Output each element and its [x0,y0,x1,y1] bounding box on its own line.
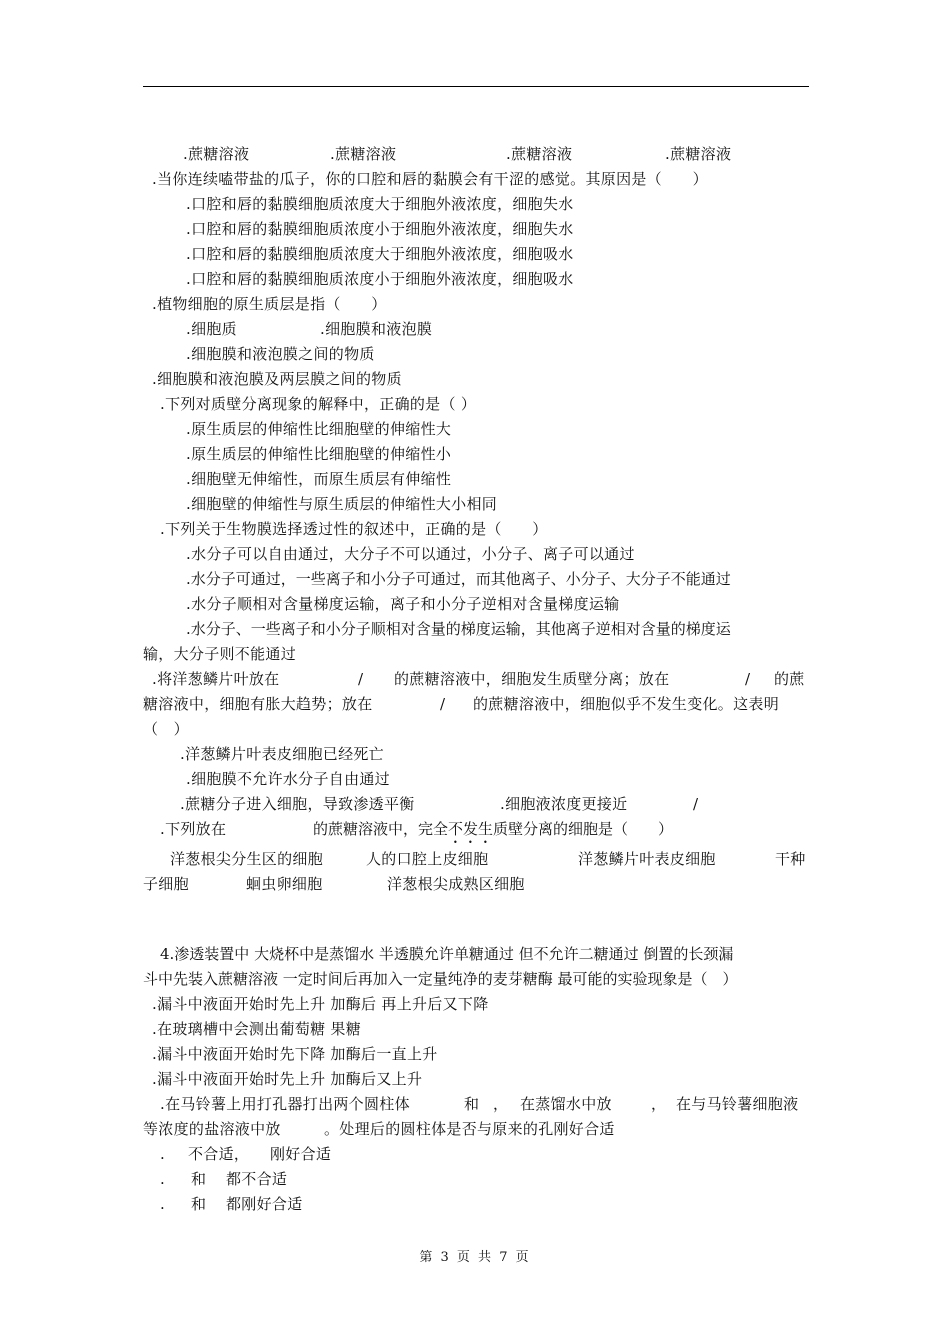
option-text: .漏斗中液面开始时先上升 加酶后又上升 [152,1070,423,1088]
question-stem: 在蒸馏水中放 [520,1095,612,1113]
option-text: 洋葱鳞片叶表皮细胞 [578,850,716,868]
question-stem: .下列放在 [160,820,227,838]
option-text: .细胞壁的伸缩性与原生质层的伸缩性大小相同 [186,495,498,513]
question-stem: .下列对质壁分离现象的解释中，正确的是（ ） [160,395,477,413]
option-text: .细胞膜不允许水分子自由通过 [186,770,390,788]
question-stem: 的蔗 [774,670,805,688]
option-text: 和 [191,1195,207,1213]
option-text: . [160,1170,166,1188]
option-text: 输，大分子则不能通过 [143,645,297,663]
question-stem [313,819,673,847]
option-text: .漏斗中液面开始时先下降 加酶后一直上升 [152,1045,438,1063]
option-text: .蔗糖溶液 [330,145,397,163]
option-text: .水分子、一些离子和小分子顺相对含量的梯度运输，其他离子逆相对含量的梯度运 [186,620,731,638]
question-stem: 在与马铃薯细胞液 [676,1095,799,1113]
option-text: .细胞膜和液泡膜之间的物质 [186,345,375,363]
option-text: .口腔和唇的黏膜细胞质浓度小于细胞外液浓度，细胞吸水 [186,270,574,288]
question-stem: / [745,670,751,688]
question-stem: .在马铃薯上用打孔器打出两个圆柱体 [160,1095,410,1113]
option-text: .原生质层的伸缩性比细胞壁的伸缩性小 [186,445,452,463]
option-text: 不合适， [188,1145,250,1163]
option-text: .口腔和唇的黏膜细胞质浓度大于细胞外液浓度，细胞吸水 [186,245,574,263]
option-text: .原生质层的伸缩性比细胞壁的伸缩性大 [186,420,452,438]
option-text: .水分子可以自由通过，大分子不可以通过，小分子、离子可以通过 [186,545,635,563]
question-stem: / [440,695,446,713]
option-text: 和 [191,1170,207,1188]
option-text: .蔗糖分子进入细胞，导致渗透平衡 [180,795,415,813]
option-text: / [693,795,699,813]
option-text: 都不合适 [226,1170,288,1188]
emphasis-text: 不发生 [448,820,494,838]
option-text: 都刚好合适 [226,1195,303,1213]
question-stem: 4.渗透装置中 大烧杯中是蒸馏水 半透膜允许单糖通过 但不允许二糖通过 倒置的长颈漏 [160,945,734,963]
option-text: .口腔和唇的黏膜细胞质浓度大于细胞外液浓度，细胞失水 [186,195,574,213]
option-text: 洋葱根尖分生区的细胞 [170,850,324,868]
question-stem: 的蔗糖溶液中，细胞似乎不发生变化。这表明 [473,695,780,713]
question-stem: / [358,670,364,688]
stem-text: 的蔗糖溶液中，完全 [313,820,449,838]
option-text: .细胞壁无伸缩性，而原生质层有伸缩性 [186,470,452,488]
option-text: .蔗糖溶液 [183,145,250,163]
option-text: .水分子可通过，一些离子和小分子可通过，而其他离子、小分子、大分子不能通过 [186,570,731,588]
question-stem: 。处理后的圆柱体是否与原来的孔刚好合适 [324,1120,615,1138]
option-text: . [160,1145,166,1163]
question-stem: 等浓度的盐溶液中放 [143,1120,281,1138]
option-text: 干种 [775,850,806,868]
question-stem: （ ） [143,720,189,738]
question-stem: 斗中先装入蔗糖溶液 一定时间后再加入一定量纯净的麦芽糖酶 最可能的实验现象是（ ） [143,970,738,988]
option-text: .细胞膜和液泡膜 [320,320,433,338]
option-text: . [160,1195,166,1213]
question-stem: 糖溶液中，细胞有胀大趋势；放在 [143,695,373,713]
header-rule [143,86,809,87]
option-text: 刚好合适 [270,1145,332,1163]
option-text: .口腔和唇的黏膜细胞质浓度小于细胞外液浓度，细胞失水 [186,220,574,238]
option-text: .细胞膜和液泡膜及两层膜之间的物质 [152,370,402,388]
option-text: 子细胞 [143,875,189,893]
option-text: .蔗糖溶液 [665,145,732,163]
question-stem: .将洋葱鳞片叶放在 [152,670,280,688]
option-text: .在玻璃槽中会测出葡萄糖 果糖 [152,1020,362,1038]
option-text: 蛔虫卵细胞 [246,875,323,893]
question-stem: ， [651,1095,667,1113]
option-text: .水分子顺相对含量梯度运输，离子和小分子逆相对含量梯度运输 [186,595,620,613]
question-stem: ， [493,1095,509,1113]
option-text: .蔗糖溶液 [506,145,573,163]
stem-text: 质壁分离的细胞是（ ） [493,820,674,838]
option-text: .漏斗中液面开始时先上升 加酶后 再上升后又下降 [152,995,489,1013]
option-text: .细胞液浓度更接近 [500,795,628,813]
option-text: .洋葱鳞片叶表皮细胞已经死亡 [180,745,384,763]
question-stem: 的蔗糖溶液中，细胞发生质壁分离；放在 [394,670,670,688]
option-text: 人的口腔上皮细胞 [366,850,489,868]
option-text: .细胞质 [186,320,237,338]
question-stem: 和 [464,1095,480,1113]
page-number-footer: 第 3 页 共 7 页 [419,1250,531,1265]
question-stem: .下列关于生物膜选择透过性的叙述中，正确的是（ ） [160,520,548,538]
question-stem: .植物细胞的原生质层是指（ ） [152,295,387,313]
option-text: 洋葱根尖成熟区细胞 [387,875,525,893]
question-stem: .当你连续嗑带盐的瓜子，你的口腔和唇的黏膜会有干涩的感觉。其原因是（ ） [152,170,708,188]
